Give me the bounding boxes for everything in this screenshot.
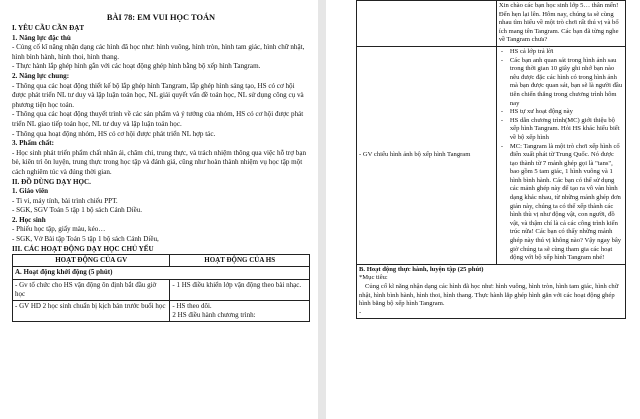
list-item: - HS dẫn chương trình(MC) giới thiệu bộ xếp hình Tangram. Hỏi HS khác hiểu biết về bộ xếp hình [499,117,623,143]
table-header-row [13,255,310,267]
student-cell-list [496,46,625,264]
document-page-right [326,0,640,419]
lesson-objectives [12,24,310,254]
body-paragraph: - Thông qua các hoạt động thuyết trình về các sản phẩm và ý tưởng của nhóm, HS có cơ hội được phát triển NL giao tiếp toán học, NL tư duy và lập luận toán học. [12,110,304,128]
header-student: HOẠT ĐỘNG CỦA HS [170,255,310,267]
teacher-cell: - Gv tổ chức cho HS vận động ôn định bắt đầu giờ học [13,279,170,300]
goal-text: Củng cố kĩ năng nhận dạng các hình đã học như: hình vuông, hình tròn, hình tam giác, hình chữ nhật, hình bình hành, hình thoi, hình thang. Thực hành lắp ghép hình gắn với các hoạt động ghép hình bằng bộ xếp hình Tangram. [359,283,619,308]
teacher-cell: - GV HD 2 học sinh chuẩn bị kịch bản trước buổi học [13,301,170,322]
student-cell-line: - HS theo dõi. [172,302,212,311]
list-item: - Các bạn anh quan sát trong hình ảnh sau trong thời gian 10 giây ghi nhớ bạn nào nêu được đặc các hình có trong hình ảnh mà bạn được quan sát, bạn sẽ là người đầu tiên chiến thắng trong chương trình hôm nay [499,57,623,109]
list-item: - MC: Tangram là một trò chơi xếp hình cổ điển xuất phát từ Trung Quốc. Nó được tạo thành từ 7 mảnh ghép gọi là "tans", bao gồm 5 tam giác, 1 hình vuông và 1 hình bình hành. Các bạn có thể sử dụng các mảnh ghép này để tạo ra vô vàn hình dạng khác nhau, từ những mảnh ghép đơn giản này, chúng ta có thể xếp thành các hình thù vị như động vật, con người, đồ vật, và thậm chí là cả các công trình kiến trúc nữa! Các bạn có thấy những mảnh ghép này thú vị không nào? Vậy ngay bây giờ chúng ta sẽ cùng tham gia các hoạt động với bộ xếp hình Tangram nhé! [499,143,623,263]
lesson-title: BÀI 78: EM VUI HỌC TOÁN [106,13,216,22]
body-paragraph: - Củng cố kĩ năng nhận dạng các hình đã học như: hình vuông, hình tròn, hình tam giác, hình chữ nhật, hình bình hành, hình thoi, hình thang. [12,43,305,61]
student-cell: - 1 HS điều khiển lớp vận động theo bài nhạc. [170,279,310,300]
section-heading: III. CÁC HOẠT ĐỘNG DẠY HỌC CHỦ YẾU [12,244,154,253]
body-paragraph: - Thông qua hoạt động nhóm, HS có cơ hội được phát triển NL hợp tác. [12,129,216,138]
body-paragraph: - Thực hành lắp ghép hình gắn với các hoạt động ghép hình bằng bộ xếp hình Tangram. [12,62,261,71]
document-page-left [0,0,318,419]
table-row [13,301,310,322]
table-row [13,279,310,300]
student-cell: Xin chào các bạn học sinh lớp 5… thân mến! Đến hẹn lại lên. Hôm nay, chúng ta sẽ cùng nhau tìm hiểu về một trò chơi rất thú vị và bổ ích mang tên Tangram. Các bạn đã từng nghe về Tangram chưa? [496,1,625,47]
section-heading: 2. Năng lực chung: [12,71,70,80]
table-section-row [357,264,626,319]
section-heading: 3. Phẩm chất: [12,139,54,148]
body-paragraph: - Phiếu học tập, giấy màu, kéo… [12,225,106,234]
student-cell [170,301,310,322]
section-heading: 1. Giáo viên [12,187,49,196]
body-paragraph: - Học sinh phát triển phẩm chất nhân ái, chăm chỉ, trung thực, và trách nhiệm thông qua việc hỗ trợ bạn bè, kiên trì ôn luyện, trung thực trong học tập và đánh giá, cũng như hoàn thành nhiệm vụ học tập một cách nghiêm túc và đúng thời gian. [12,148,307,176]
list-item: - HS tự xư hoạt động này [499,108,623,117]
body-paragraph: - SGK, SGV Toán 5 tập 1 bộ sách Cánh Diều. [12,206,143,215]
section-heading: 1. Năng lực đặc thù [12,33,71,42]
teacher-cell [357,1,497,47]
header-teacher: HOẠT ĐỘNG CỦA GV [13,255,170,267]
section-heading: I. YÊU CẦU CẦN ĐẠT [12,24,85,32]
goal-label: *Mục tiêu: [359,274,388,282]
section-heading: 2. Học sinh [12,215,46,224]
section-practice [357,264,626,319]
table-row [357,1,626,47]
teacher-cell: - GV chiếu hình ảnh bộ xếp hình Tangram [357,46,497,264]
list-item: - HS cả lớp trả lời [499,48,623,57]
section-practice-title: B. Hoạt động thực hành, luyện tập (25 phút) [359,265,484,273]
trailing-mark: - [359,308,362,316]
table-section-row [13,267,310,279]
section-warmup: A. Hoạt động khởi động (5 phút) [13,267,310,279]
body-paragraph: - Thông qua các hoạt động thiết kế bộ lắp ghép hình Tangram, lắp ghép hình sáng tạo, HS có cơ hội được phát triển NL tư duy và lập luận toán học, NL giải quyết vấn đề toán học, NL sử dụng công cụ và phương tiện học toán. [12,81,304,109]
table-row [357,46,626,264]
body-paragraph: - SGK, Vở Bài tập Toán 5 tập 1 bộ sách Cánh Diều, [12,235,159,244]
body-paragraph: - Ti vi, máy tính, bài trình chiếu PPT. [12,196,118,205]
activities-table [12,254,310,322]
student-cell-line: 2 HS điều hành chương trình: [172,311,256,320]
activities-table-continued [356,0,626,319]
section-heading: II. ĐỒ DÙNG DẠY HỌC. [12,177,91,186]
